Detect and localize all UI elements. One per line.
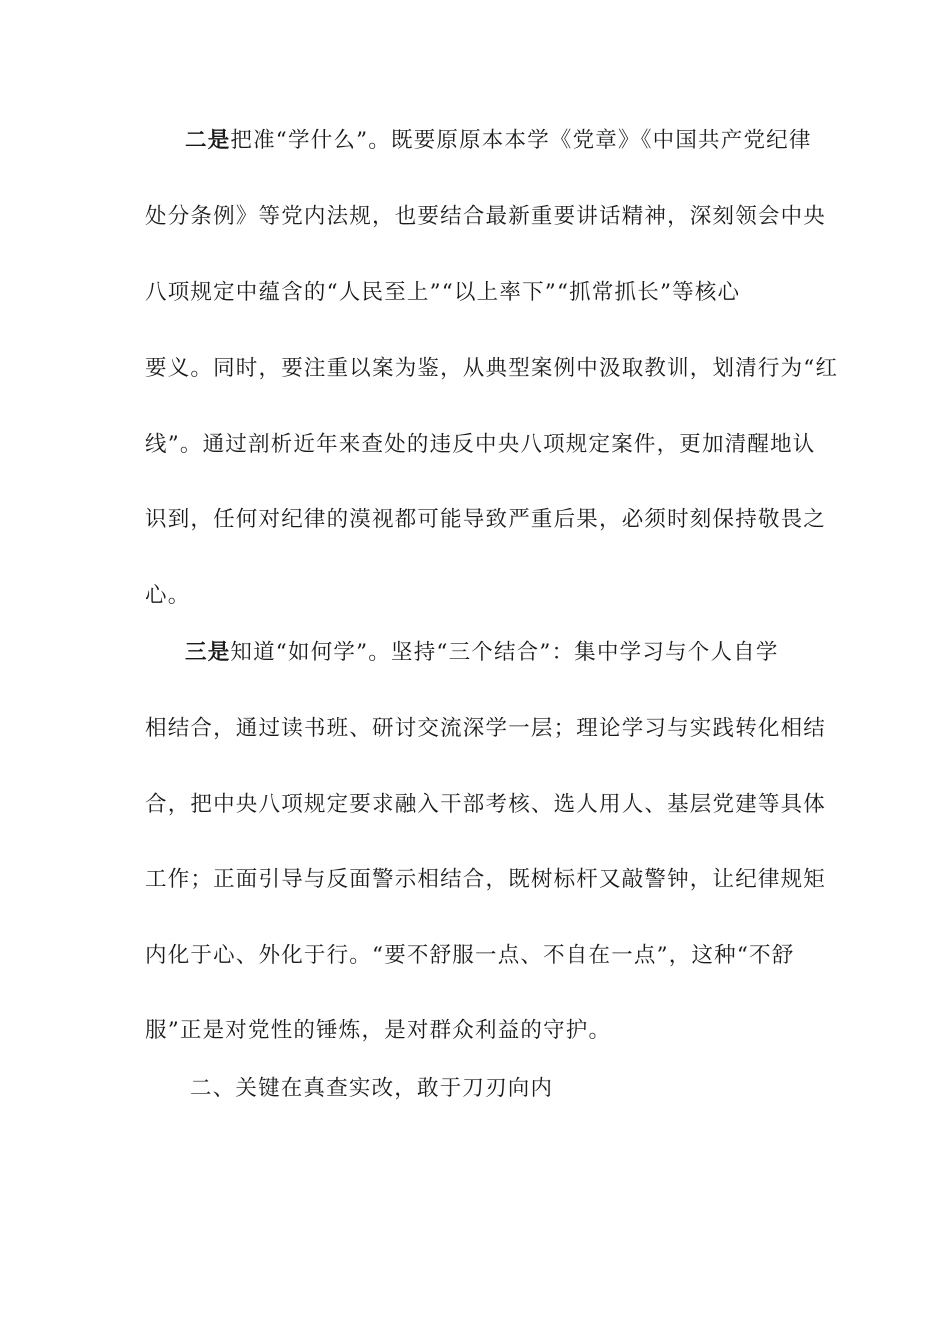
- paragraph-1-lead: 二是: [185, 128, 231, 153]
- paragraph-2-line-1-text: 知道“如何学”。坚持“三个结合”：集中学习与个人自学: [230, 640, 779, 665]
- paragraph-2-line-1: [185, 639, 810, 667]
- paragraph-1-line-5: 线”。通过剖析近年来查处的违反中央八项规定案件，更加清醒地认: [145, 432, 816, 457]
- paragraph-2-line-5: 内化于心、外化于行。“要不舒服一点、不自在一点”，这种“不舒: [145, 943, 795, 968]
- paragraph-1-line-4: 要义。同时，要注重以案为鉴，从典型案例中汲取教训，划清行为“红: [145, 356, 839, 381]
- section-heading: 二、关键在真查实改，敢于刀刃向内: [190, 1076, 554, 1101]
- paragraph-1-line-7: 心。: [145, 583, 191, 608]
- paragraph-1-line-3: 八项规定中蕴含的“人民至上”“以上率下”“抓常抓长”等核心: [145, 280, 741, 305]
- paragraph-2-line-4: 工作；正面引导与反面警示相结合，既树标杆又敲警钟，让纪律规矩: [145, 867, 827, 892]
- paragraph-2-line-2: 相结合，通过读书班、研讨交流深学一层；理论学习与实践转化相结: [145, 716, 827, 741]
- paragraph-1-line-1-text: 把准“学什么”。既要原原本本学《党章》《中国共产党纪律: [230, 128, 812, 153]
- paragraph-1-line-2: 处分条例》等党内法规，也要结合最新重要讲话精神，深刻领会中央: [145, 204, 827, 229]
- paragraph-2-lead: 三是: [185, 640, 231, 665]
- paragraph-2-line-3: 合，把中央八项规定要求融入干部考核、选人用人、基层党建等具体: [145, 792, 827, 817]
- paragraph-1-line-1: [185, 127, 810, 155]
- paragraph-2-line-6: 服”正是对党性的锤炼，是对群众利益的守护。: [145, 1018, 612, 1043]
- paragraph-1-line-6: 识到，任何对纪律的漠视都可能导致严重后果，必须时刻保持敬畏之: [145, 507, 827, 532]
